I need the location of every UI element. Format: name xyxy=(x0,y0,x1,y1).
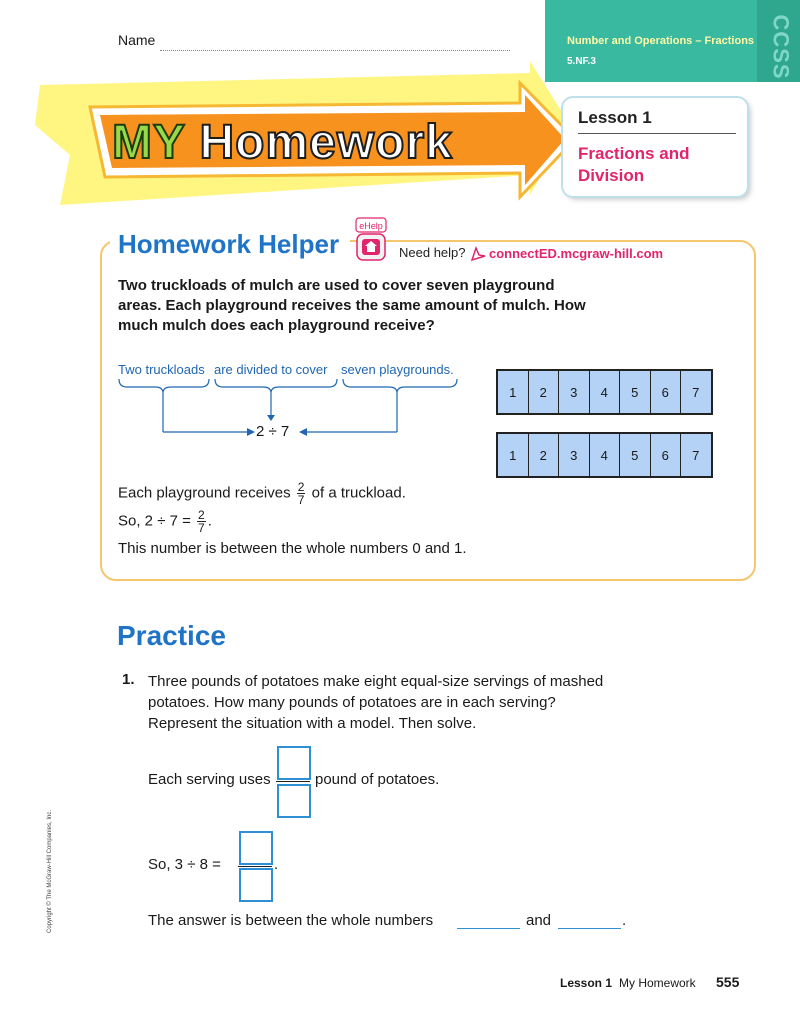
bar-segment: 1 xyxy=(498,434,529,476)
domain-label: Number and Operations – Fractions xyxy=(567,35,755,47)
bar-segment: 2 xyxy=(529,434,560,476)
blank-whole-number-2[interactable] xyxy=(558,928,621,929)
bar-segment: 4 xyxy=(590,371,621,413)
page-number: 555 xyxy=(716,974,740,990)
solution-line-3: This number is between the whole numbers 0 and 1. xyxy=(118,540,467,557)
numerator-box[interactable] xyxy=(277,746,311,780)
answer-3-and: and xyxy=(526,912,552,929)
answer-2-after: . xyxy=(274,856,279,873)
bar-segment: 5 xyxy=(620,434,651,476)
annotation-seven-playgrounds: seven playgrounds. xyxy=(341,362,454,377)
standard-label: 5.NF.3 xyxy=(567,56,596,67)
bar-segment: 1 xyxy=(498,371,529,413)
denominator-box[interactable] xyxy=(277,784,311,818)
lesson-divider xyxy=(578,133,736,134)
my-homework-title xyxy=(112,115,453,170)
cursor-icon xyxy=(470,246,486,262)
bar-segment: 4 xyxy=(590,434,621,476)
bar-segment: 3 xyxy=(559,371,590,413)
question-1-number: 1. xyxy=(122,671,135,688)
bar-segment: 7 xyxy=(681,434,711,476)
footer-lesson: Lesson 1 xyxy=(560,976,613,990)
helper-problem-text: Two truckloads of mulch are used to cover seven playground areas. Each playground receives the same amount of mulch. How much mulch does each playground receive? xyxy=(118,277,586,334)
footer-section: My Homework xyxy=(619,976,696,990)
answer-1-after: pound of potatoes. xyxy=(315,771,440,788)
bar-segment: 6 xyxy=(651,371,682,413)
bar-model-1 xyxy=(496,369,713,415)
bar-segment: 5 xyxy=(620,371,651,413)
practice-title: Practice xyxy=(117,620,226,651)
need-help-label: Need help? xyxy=(399,245,466,260)
ehelp-label: eHelp xyxy=(359,221,383,231)
lesson-title: Fractions and Division xyxy=(578,144,690,185)
bar-model-2 xyxy=(496,432,713,478)
answer-3-end: . xyxy=(622,912,627,929)
bar-segment: 2 xyxy=(529,371,560,413)
expression-2-div-7: 2 ÷ 7 xyxy=(256,423,290,440)
answer-3-before: The answer is between the whole numbers xyxy=(148,912,434,929)
name-line[interactable] xyxy=(160,50,510,51)
lesson-number: Lesson 1 xyxy=(578,108,652,127)
fraction-two-sevenths: $\frac{2}{7}$ xyxy=(198,508,205,535)
copyright-notice: Copyright © The McGraw-Hill Companies, Inc. xyxy=(47,809,53,933)
title-my: MY xyxy=(112,116,186,169)
title-homework: Homework xyxy=(199,116,453,169)
bar-segment: 3 xyxy=(559,434,590,476)
numerator-box[interactable] xyxy=(239,831,273,865)
blank-whole-number-1[interactable] xyxy=(457,928,520,929)
connected-link[interactable]: connectED.mcgraw-hill.com xyxy=(489,246,664,261)
ccss-label: CCSS xyxy=(768,14,794,80)
annotation-two-truckloads: Two truckloads xyxy=(118,362,205,377)
annotation-brackets xyxy=(115,375,465,445)
solution-line-1: Each playground receives $\frac{2}{7}$ of a truckload. xyxy=(118,480,406,507)
answer-1-before: Each serving uses xyxy=(148,771,271,788)
bar-segment: 7 xyxy=(681,371,711,413)
annotation-divided: are divided to cover xyxy=(214,362,328,377)
ehelp-icon[interactable] xyxy=(354,216,388,262)
fraction-two-sevenths: $\frac{2}{7}$ xyxy=(297,480,305,507)
denominator-box[interactable] xyxy=(239,868,273,902)
bar-segment: 6 xyxy=(651,434,682,476)
question-1-text: Three pounds of potatoes make eight equal-size servings of mashed potatoes. How many pounds of potatoes are in each serving? Represent the situation with a model. Then solve. xyxy=(148,673,604,732)
answer-2-before: So, 3 ÷ 8 = xyxy=(148,856,221,873)
name-label: Name xyxy=(118,32,156,48)
homework-helper-title: Homework Helper xyxy=(118,229,340,259)
solution-line-2: So, 2 ÷ 7 = $\frac{2}{7}$ . xyxy=(118,508,212,535)
